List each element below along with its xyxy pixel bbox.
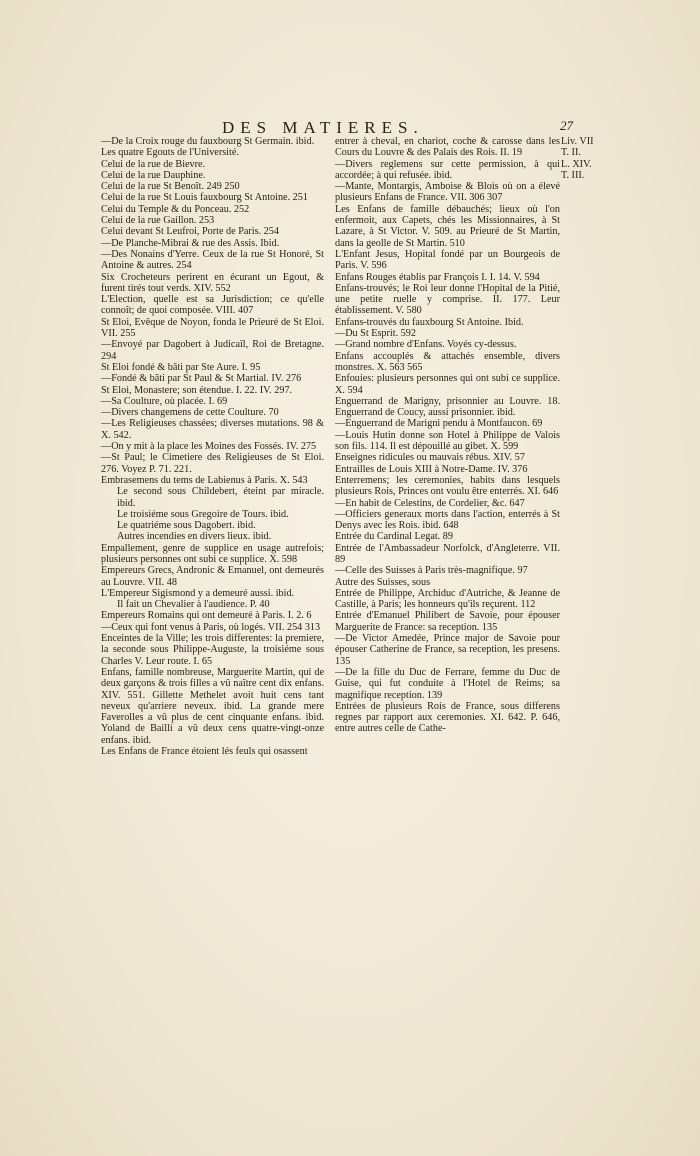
index-entry: Autre des Suisses, sous — [335, 576, 431, 588]
index-entry: —De Planche-Mibrai & rue des Assis. Ibid. — [101, 237, 280, 249]
index-entry: Entrailles de Louis XIII à Notre-Dame. IV. 376 — [335, 463, 528, 475]
index-entry: Enseignes ridicules ou mauvais rébus. XIV. 57 — [335, 452, 525, 464]
index-entry: —On y mit à la place les Moines des Fossés. IV. 275 — [101, 441, 317, 453]
index-entry: Les Enfans de famille débauchés; lieux où l'on enfermoit, aux Capets, chés les Missionnaires, à St Lazare, à St Victor. V. 509. au Prieuré de St Martin, dans la geolle de St Martin. 510 — [335, 203, 560, 249]
index-entry: Entrée de l'Ambassadeur Norfolck, d'Angleterre. VII. 89 — [335, 542, 560, 565]
left-column — [101, 136, 324, 757]
margin-notes — [561, 136, 611, 181]
index-entry: Celui de la rue Gaillon. 253 — [101, 215, 215, 227]
running-title: DES MATIERES. — [222, 118, 424, 137]
index-entry: Celui de la rue St Benoît. 249 250 — [101, 181, 240, 193]
margin-note: T. III. — [561, 169, 585, 181]
index-entry: Les Enfans de France étoient lés feuls qui osassent — [101, 746, 308, 758]
index-entry: —Fondé & bâti par St Paul & St Martial. IV. 276 — [101, 373, 302, 385]
index-entry: —Les Religieuses chassées; diverses mutations. 98 & X. 542. — [101, 418, 324, 441]
index-entry: Enguerrand de Marigny, prisonnier au Louvre. 18. Enguerrand de Coucy, aussi prisonnier. ibid. — [335, 395, 560, 419]
index-entry: Le second sous Childebert, éteint par miracle. ibid. — [117, 486, 324, 509]
margin-note: Liv. VII — [561, 136, 594, 147]
index-entry: Enterremens; les ceremonies, habits dans lesquels plusieurs Rois, Princes ont voulu être enterrés. XI. 646 — [335, 474, 560, 498]
index-entry: —Officiers generaux morts dans l'action, enterrés à St Denys avec les Rois. ibid. 648 — [335, 508, 560, 532]
index-entry: Entrée du Cardinal Legat. 89 — [335, 531, 453, 543]
index-entry: —De Victor Amedée, Prince major de Savoie pour épouser Catherine de France, sa reception, les presens. 135 — [335, 633, 560, 667]
index-entry: —Grand nombre d'Enfans. Voyés cy-dessus. — [335, 339, 517, 351]
index-entry: —Sa Coulture, où placée. I. 69 — [101, 395, 228, 407]
index-entry: —Enguerrand de Marigni pendu à Montfaucon. 69 — [335, 418, 543, 430]
right-column — [335, 136, 560, 735]
margin-note: T. II. — [561, 147, 581, 159]
index-entry: —Divers changemens de cette Coulture. 70 — [101, 407, 279, 419]
index-entry: —Ceux qui font venus à Paris, où logés. VII. 254 313 — [101, 621, 321, 633]
index-entry: —Mante, Montargis, Amboise & Blois où on a élevé plusieurs Enfans de France. VII. 306 307 — [335, 181, 560, 204]
index-entry: Celui de la rue Dauphine. — [101, 169, 206, 181]
index-entry: Entrée d'Emanuel Philibert de Savoie, pour épouser Marguerite de France: sa reception. 135 — [335, 610, 560, 633]
index-entry: L'Empereur Sigismond y a demeuré aussi. ibid. — [101, 587, 295, 599]
index-entry: L'Enfant Jesus, Hopital fondé par un Bourgeois de Paris. V. 596 — [335, 248, 560, 272]
index-entry: Celui du Temple & du Ponceau. 252 — [101, 203, 250, 215]
index-entry: —Envoyé par Dagobert à Judicaïl, Roi de Bretagne. 294 — [101, 339, 324, 362]
margin-note: L. XIV. — [561, 158, 592, 170]
index-entry: St Eloi fondé & bâti par Ste Aure. I. 95 — [101, 361, 261, 373]
index-entry: Le troisiéme sous Gregoire de Tours. ibid. — [117, 508, 289, 520]
index-entry: —Celle des Suisses à Paris très-magnifique. 97 — [335, 565, 528, 577]
index-entry: Enfans accouplés & attachés ensemble, divers monstres. X. 563 565 — [335, 350, 560, 373]
index-entry: Les quatre Egouts de l'Université. — [101, 147, 239, 159]
index-entry: Celui de la rue St Louis fauxbourg St Antoine. 251 — [101, 192, 308, 204]
index-entry: —De la fille du Duc de Ferrare, femme du Duc de Guise, qui fut conduite à l'Hotel de Reims; sa magnifique reception. 139 — [335, 666, 560, 701]
index-entry: Six Crocheteurs perirent en écurant un Egout, & furent tirés tout verds. XIV. 552 — [101, 271, 324, 294]
index-entry: L'Election, quelle est sa Jurisdiction; ce qu'elle connoît; de quoi composée. VIII. 407 — [101, 294, 324, 317]
index-entry: Enfouies: plusieurs personnes qui ont subi ce supplice. X. 594 — [335, 373, 560, 396]
index-entry: —De la Croix rouge du fauxbourg St Germain. ibid. — [101, 136, 315, 147]
index-entry: Entrée de Philippe, Archiduc d'Autriche, & Jeanne de Castille, à Paris; les honneurs qu'ils reçurent. 112 — [335, 587, 560, 611]
index-entry: entrer à cheval, en chariot, coche & carosse dans les Cours du Louvre & des Palais des Rois. II. 19 — [335, 136, 560, 159]
index-entry: Empereurs Grecs, Andronic & Emanuel, ont demeurés au Louvre. VII. 48 — [101, 565, 324, 588]
index-entry: —St Paul; le Cimetiere des Religieuses de St Eloi. 276. Voyez P. 71. 221. — [101, 452, 324, 475]
index-entry: —Divers reglemens sur cette permission, à qui accordée; à qui refusée. ibid. — [335, 158, 560, 181]
index-entry: Entrées de plusieurs Rois de France, sous differens regnes par rapport aux ceremonies. XI. 642. P. 646, entre autres celle de Cathe- — [335, 700, 560, 735]
index-entry: Empereurs Romains qui ont demeuré à Paris. I. 2. 6 — [101, 610, 312, 622]
index-entry: Enfans-trouvés; le Roi leur donne l'Hopital de la Pitié, une petite ruelle y comprise. II. 177. Leur établissement. V. 580 — [335, 282, 560, 317]
index-entry: Enfans, famille nombreuse, Marguerite Martin, qui de deux garçons & trois filles a vû naître cent dix enfans. XIV. 551. Gillette Methelet avoit huit cens tant neveux qu'arriere neveux. ibid. La grande mere Faverolles a vû plus de cent cinquante enfans. ibid. Yoland de Bailli a vû deux cens quatre-vingt-onze enfans. ibid. — [101, 666, 324, 746]
index-entry: Le quatriéme sous Dagobert. ibid. — [117, 520, 256, 532]
index-entry: Autres incendies en divers lieux. ibid. — [117, 531, 272, 543]
page-number: 27 — [560, 118, 573, 133]
index-entry: St Eloi, Evêque de Noyon, fonda le Prieuré de St Eloi. VII. 255 — [101, 316, 324, 340]
index-entry: Il fait un Chevalier à l'audience. P. 40 — [117, 599, 270, 611]
index-entry: —En habit de Celestins, de Cordelier, &c. 647 — [335, 497, 525, 509]
index-entry: Enceintes de la Ville; les trois differentes: la premiere, la seconde sous Philippe-Auguste, la troisiéme sous Charles V. Leur route. I. 65 — [101, 633, 324, 667]
index-entry: —Des Nonains d'Yerre. Ceux de la rue St Honoré, St Antoine & autres. 254 — [101, 248, 324, 272]
index-entry: Embrasemens du tems de Labienus à Paris. X. 543 — [101, 474, 308, 486]
index-entry: Celui devant St Leufroi, Porte de Paris. 254 — [101, 226, 279, 238]
index-entry: —Du St Esprit. 592 — [335, 328, 416, 340]
index-entry: Empallement, genre de supplice en usage autrefois; plusieurs personnes ont subi ce supplice. X. 598 — [101, 542, 324, 565]
index-entry: Enfans-trouvés du fauxbourg St Antoine. Ibid. — [335, 316, 524, 328]
index-entry: Celui de la rue de Bievre. — [101, 158, 206, 170]
index-entry: Enfans Rouges établis par François I. I. 14. V. 594 — [335, 271, 540, 283]
index-entry: —Louis Hutin donne son Hotel à Philippe de Valois son fils. 114. Il est dépouillé au gibet. X. 599 — [335, 429, 560, 453]
index-entry: St Eloi, Monastere; son étendue. I. 22. IV. 297. — [101, 384, 293, 396]
